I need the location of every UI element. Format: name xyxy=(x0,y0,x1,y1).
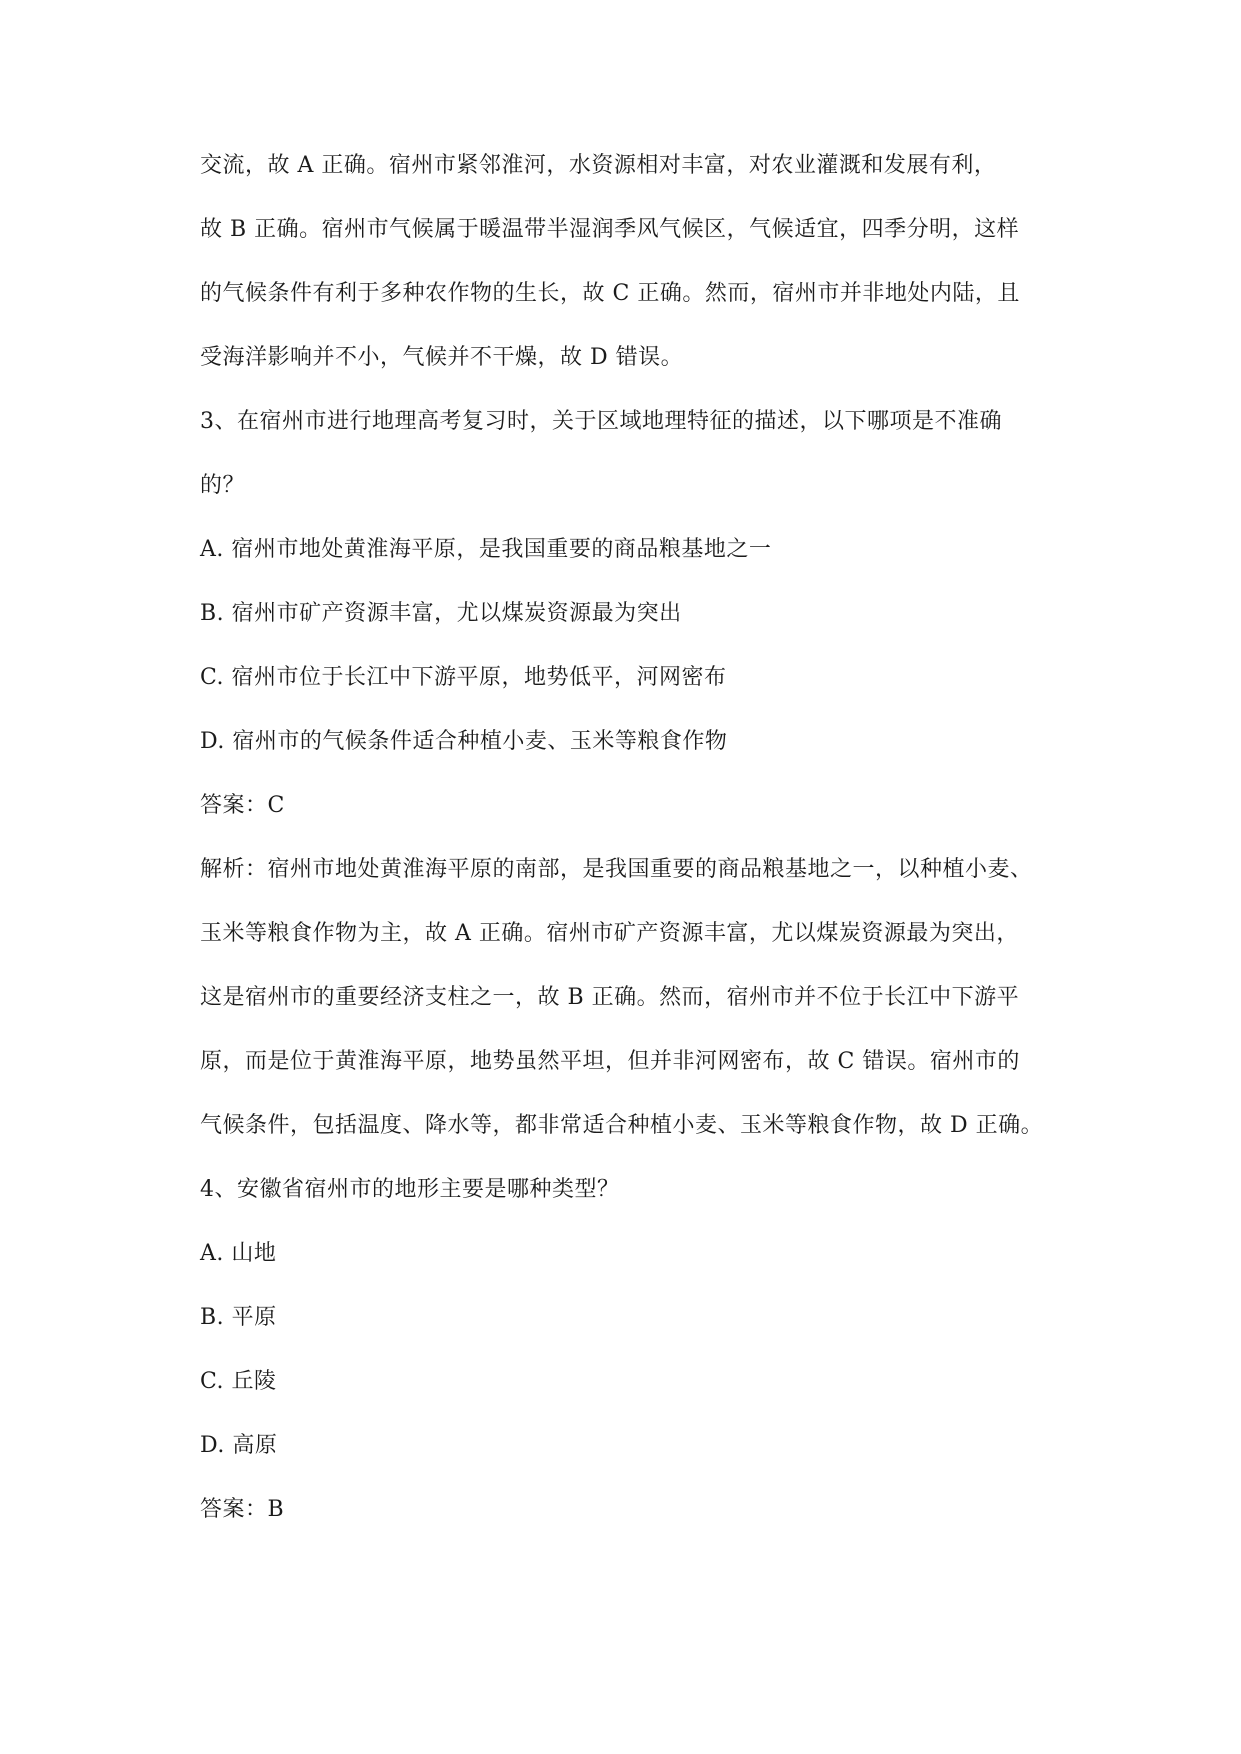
question-3-answer: 答案：C xyxy=(200,793,285,818)
question-3-option-c: C. 宿州市位于长江中下游平原，地势低平，河网密布 xyxy=(200,665,727,690)
text-line: 的气候条件有利于多种农作物的生长，故 C 正确。然而，宿州市并非地处内陆，且 xyxy=(200,281,1020,306)
question-4-option-d: D. 高原 xyxy=(200,1433,278,1458)
question-3-explanation: 气候条件，包括温度、降水等，都非常适合种植小麦、玉米等粮食作物，故 D 正确。 xyxy=(200,1113,1044,1138)
question-4-option-c: C. 丘陵 xyxy=(200,1369,277,1394)
question-3-explanation: 原，而是位于黄淮海平原，地势虽然平坦，但并非河网密布，故 C 错误。宿州市的 xyxy=(200,1049,1020,1074)
question-4-stem: 4、安徽省宿州市的地形主要是哪种类型？ xyxy=(200,1177,620,1202)
text-line: 受海洋影响并不小，气候并不干燥，故 D 错误。 xyxy=(200,345,684,370)
question-3-explanation: 解析：宿州市地处黄淮海平原的南部，是我国重要的商品粮基地之一，以种植小麦、 xyxy=(200,857,1033,882)
question-4-option-b: B. 平原 xyxy=(200,1305,277,1330)
question-3-option-a: A. 宿州市地处黄淮海平原，是我国重要的商品粮基地之一 xyxy=(200,537,772,562)
question-3-option-b: B. 宿州市矿产资源丰富，尤以煤炭资源最为突出 xyxy=(200,601,682,626)
question-3-stem: 3、在宿州市进行地理高考复习时，关于区域地理特征的描述，以下哪项是不准确 xyxy=(200,409,1002,434)
text-line: 交流，故 A 正确。宿州市紧邻淮河，水资源相对丰富，对农业灌溉和发展有利， xyxy=(200,153,997,178)
question-3-stem: 的？ xyxy=(200,473,246,498)
question-3-explanation: 玉米等粮食作物为主，故 A 正确。宿州市矿产资源丰富，尤以煤炭资源最为突出， xyxy=(200,921,1019,946)
question-4-option-a: A. 山地 xyxy=(200,1241,277,1266)
question-3-explanation: 这是宿州市的重要经济支柱之一，故 B 正确。然而，宿州市并不位于长江中下游平 xyxy=(200,985,1020,1010)
text-line: 故 B 正确。宿州市气候属于暖温带半湿润季风气候区，气候适宜，四季分明，这样 xyxy=(200,217,1020,242)
question-4-answer: 答案：B xyxy=(200,1497,285,1522)
question-3-option-d: D. 宿州市的气候条件适合种植小麦、玉米等粮食作物 xyxy=(200,729,728,754)
document-body xyxy=(200,144,1100,1552)
